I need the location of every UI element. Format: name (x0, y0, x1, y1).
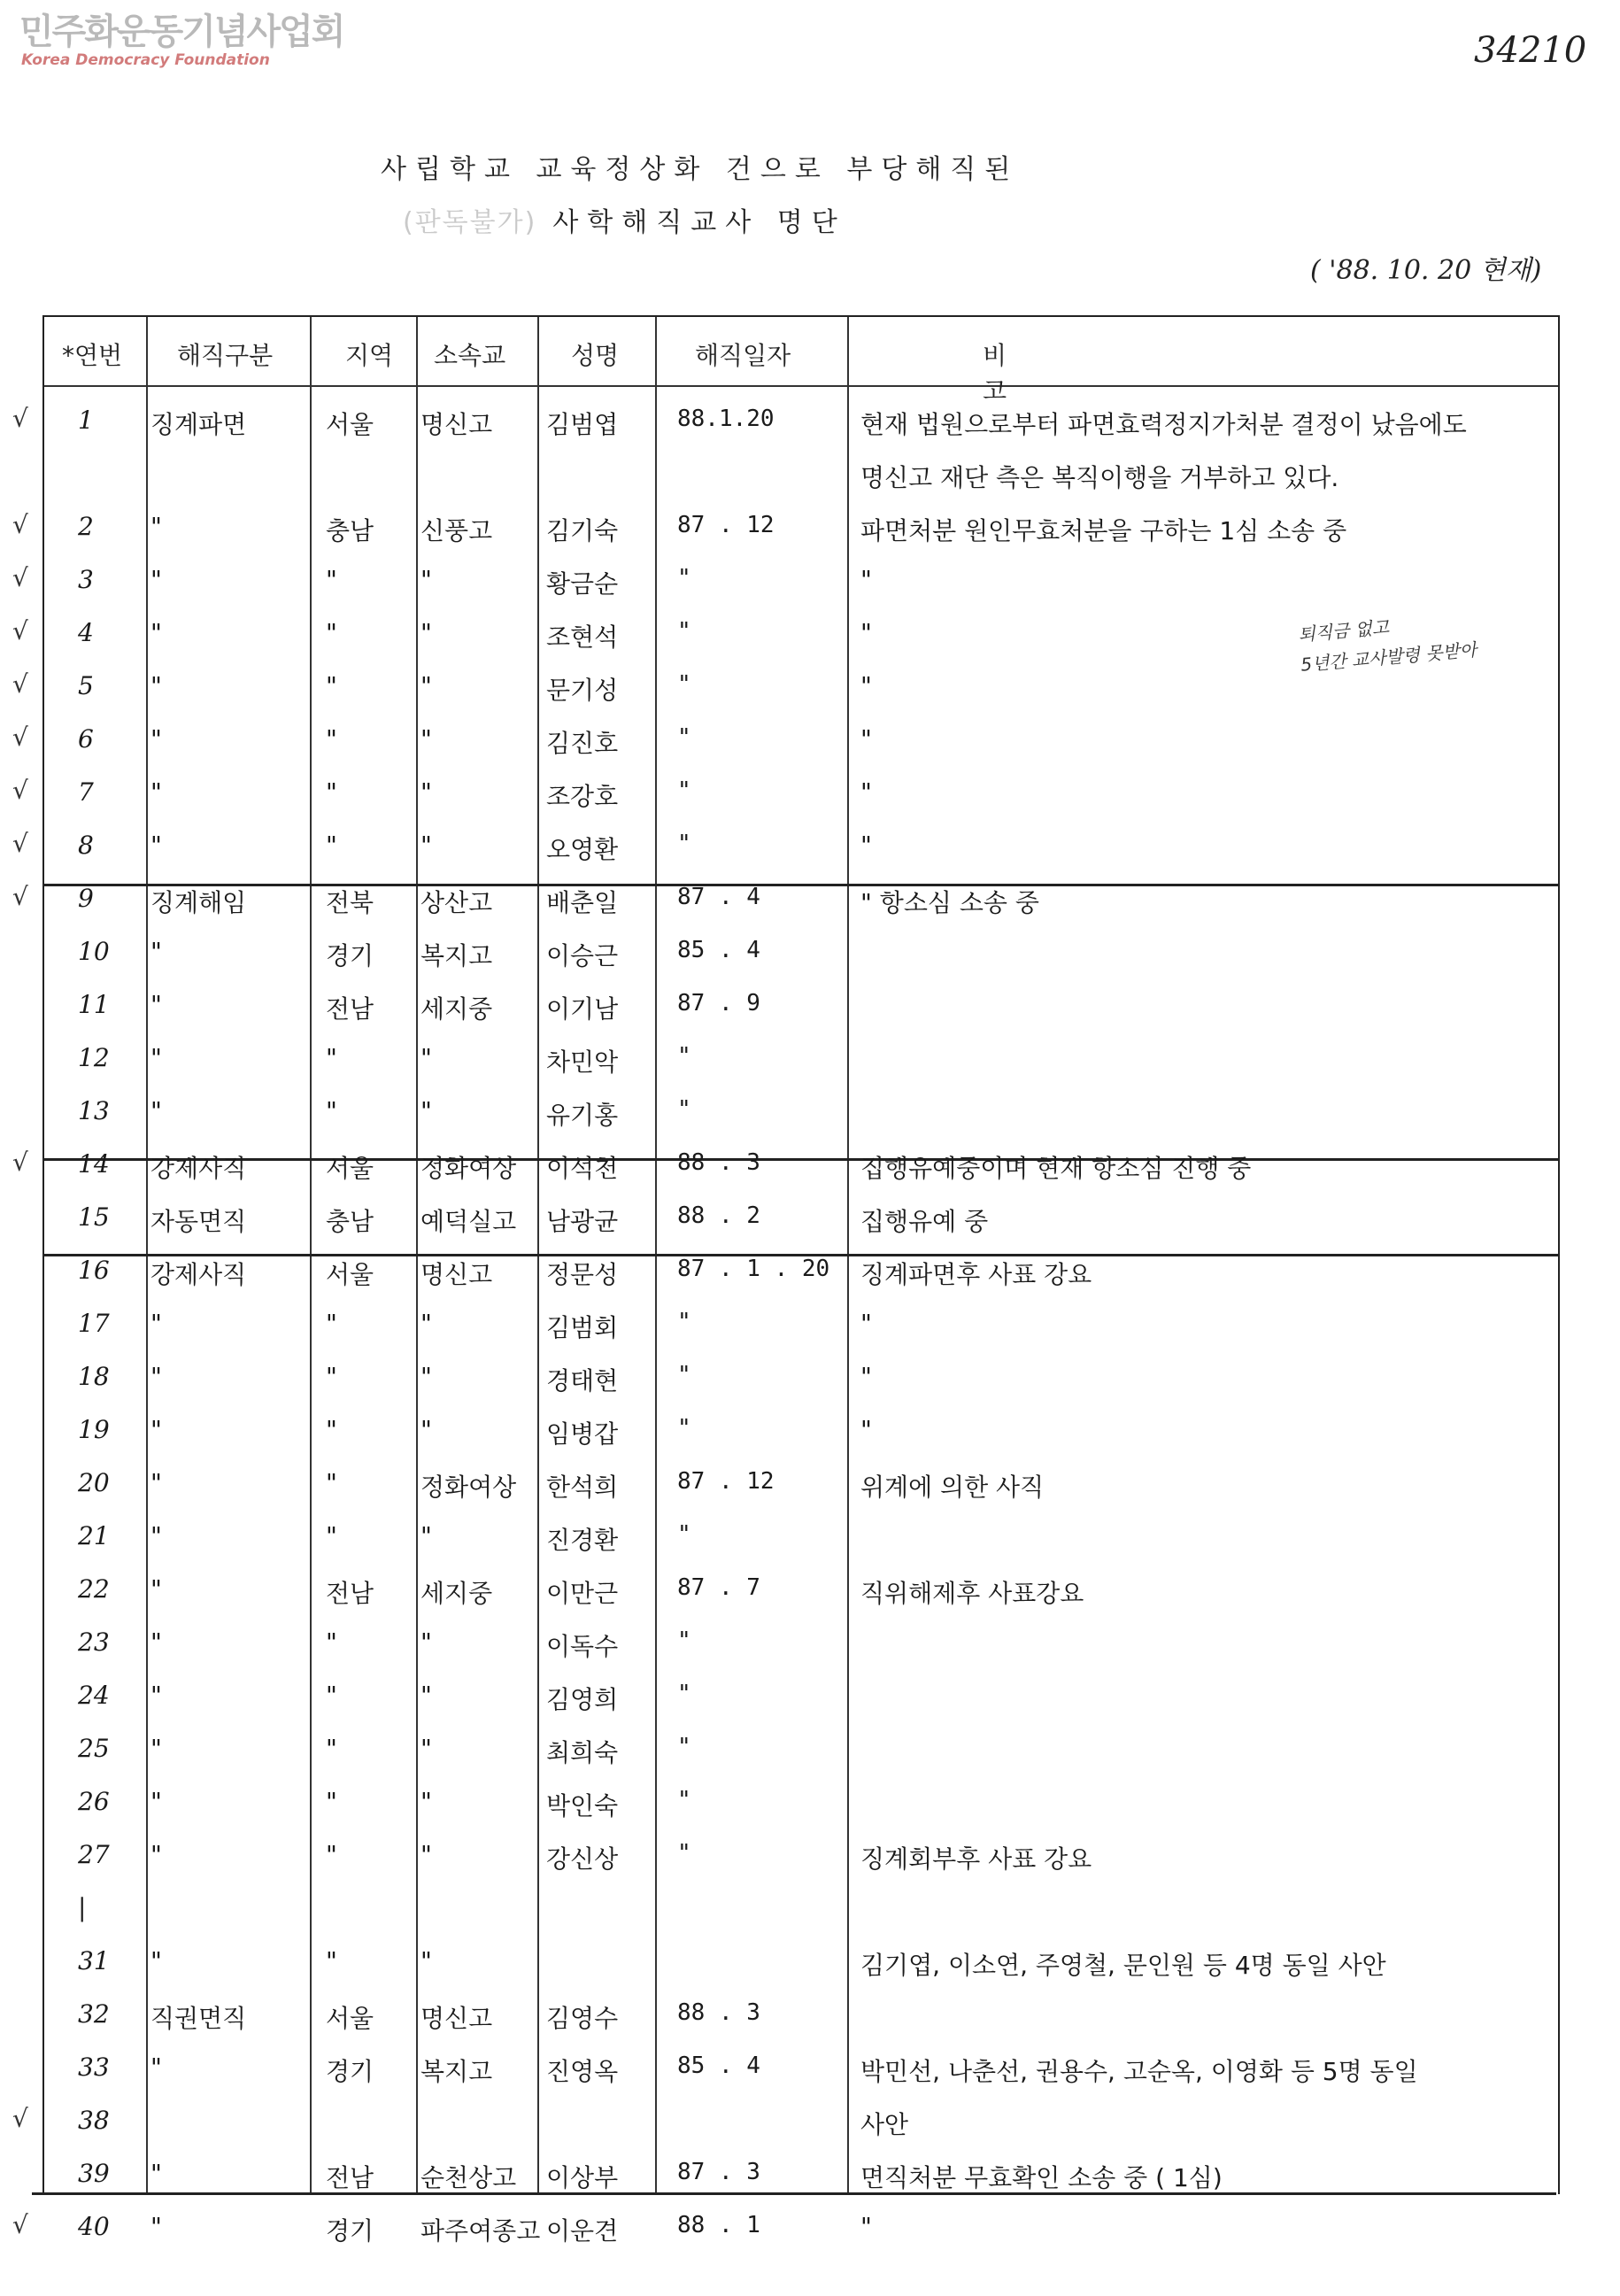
cell-teacher-name: 최희숙 (546, 1738, 619, 1767)
cell-row-number: 13 (78, 1096, 110, 1125)
cell-dismissal-type: 강제사직 (150, 1260, 247, 1289)
cell-row-number: 3 (78, 565, 94, 594)
check-mark-icon: √ (12, 404, 28, 433)
cell-remark: " (860, 831, 872, 860)
cell-row-number: 21 (78, 1521, 110, 1550)
group-divider (44, 1158, 1558, 1161)
cell-row-number: 16 (78, 1256, 110, 1285)
cell-dismissal-date: 87 . 1 . 20 (677, 1256, 830, 1282)
header-remarks: 비 고 (983, 341, 1344, 406)
check-mark-icon: √ (12, 829, 28, 858)
cell-region: " (326, 1362, 337, 1391)
cell-remark: " (860, 724, 872, 754)
cell-row-number: 2 (78, 512, 94, 541)
cell-teacher-name: 이승근 (546, 941, 619, 970)
cell-remark: " 항소심 소송 중 (860, 888, 1039, 917)
cell-remark: 김기엽, 이소연, 주영철, 문인원 등 4명 동일 사안 (860, 1951, 1386, 1980)
cell-school: " (420, 1096, 432, 1125)
cell-row-number: 24 (78, 1681, 110, 1710)
cell-dismissal-date: " (677, 1362, 691, 1388)
check-mark-icon: √ (12, 1148, 28, 1177)
cell-region: 충남 (326, 516, 374, 545)
cell-school: 상산고 (420, 888, 493, 917)
cell-region: 전남 (326, 994, 374, 1024)
cell-dismissal-date: 88 . 1 (677, 2212, 760, 2238)
cell-school: " (420, 1309, 432, 1338)
cell-dismissal-date: 87 . 4 (677, 884, 760, 910)
cell-school: " (420, 1627, 432, 1657)
header-region: 지역 (345, 341, 394, 370)
cell-row-number: 10 (78, 937, 110, 966)
cell-school: 복지고 (420, 941, 493, 970)
title-line-2-text: 사학해직교사 명단 (552, 207, 846, 238)
cell-dismissal-type: 직권면직 (150, 2004, 247, 2033)
cell-teacher-name: 정문성 (546, 1260, 619, 1289)
check-mark-icon: √ (12, 2210, 28, 2239)
cell-dismissal-type: " (150, 831, 162, 860)
cell-dismissal-type: 징계해임 (150, 888, 247, 917)
cell-dismissal-type: " (150, 724, 162, 754)
cell-dismissal-date: " (677, 1309, 691, 1335)
cell-school: " (420, 1521, 432, 1550)
cell-teacher-name: 오영환 (546, 835, 619, 864)
as-of-date: ( '88. 10. 20 현재) (1310, 255, 1542, 286)
cell-region: 경기 (326, 2057, 374, 2086)
cell-teacher-name: 진영옥 (546, 2057, 619, 2086)
cell-region: " (326, 671, 337, 700)
header-no: *연번 (62, 341, 123, 370)
cell-region: " (326, 565, 337, 594)
cell-dismissal-type: 자동면직 (150, 1207, 247, 1236)
cell-row-number: 1 (78, 406, 94, 435)
cell-dismissal-date: " (677, 1787, 691, 1813)
cell-dismissal-type: 강제사직 (150, 1154, 247, 1183)
check-mark-icon: √ (12, 510, 28, 539)
cell-teacher-name: 이독수 (546, 1632, 619, 1661)
check-mark-icon: √ (12, 882, 28, 911)
cell-remark: 위계에 의한 사직 (860, 1473, 1045, 1502)
cell-dismissal-type: " (150, 1096, 162, 1125)
cell-teacher-name: 경태현 (546, 1366, 619, 1395)
cell-row-number: 26 (78, 1787, 110, 1816)
cell-dismissal-type: " (150, 1521, 162, 1550)
logo-korean: 민주화운동기념사업회 (19, 12, 344, 52)
cell-school: 세지중 (420, 1579, 493, 1608)
cell-remark: 면직처분 무효확인 소송 중 ( 1심) (860, 2163, 1223, 2192)
check-mark-icon: √ (12, 563, 28, 592)
cell-row-number: 5 (78, 671, 94, 700)
cell-dismissal-type: " (150, 512, 162, 541)
cell-dismissal-type: " (150, 565, 162, 594)
cell-region: 서울 (326, 1154, 374, 1183)
cell-remark: " (860, 1309, 872, 1338)
cell-teacher-name: 김범회 (546, 1313, 619, 1342)
cell-region: 경기 (326, 941, 374, 970)
cell-row-number: 11 (78, 990, 110, 1019)
cell-teacher-name: 이만근 (546, 1579, 619, 1608)
cell-region: " (326, 1734, 337, 1763)
cell-dismissal-type: " (150, 1362, 162, 1391)
cell-row-number: 12 (78, 1043, 110, 1072)
cell-dismissal-date: " (677, 1096, 691, 1123)
cell-dismissal-date: 87 . 12 (677, 1468, 775, 1495)
cell-school: " (420, 1734, 432, 1763)
cell-school: 세지중 (420, 994, 493, 1024)
cell-dismissal-date: 88 . 3 (677, 1999, 760, 2026)
cell-region: " (326, 1043, 337, 1072)
cell-teacher-name: 배춘일 (546, 888, 619, 917)
cell-dismissal-date: " (677, 1627, 691, 1654)
header-name: 성명 (571, 341, 620, 370)
cell-dismissal-date: " (677, 1681, 691, 1707)
cell-remark: " (860, 777, 872, 807)
cell-row-number: 20 (78, 1468, 110, 1497)
cell-dismissal-date: " (677, 1043, 691, 1070)
cell-teacher-name: 조강호 (546, 782, 619, 811)
cell-school: " (420, 1415, 432, 1444)
document-number: 34210 (1474, 30, 1587, 71)
cell-row-number: 31 (78, 1946, 110, 1975)
cell-region: 서울 (326, 1260, 374, 1289)
cell-teacher-name: 이상부 (546, 2163, 619, 2192)
cell-school: 복지고 (420, 2057, 493, 2086)
cell-dismissal-type: " (150, 777, 162, 807)
check-mark-icon: √ (12, 669, 28, 699)
cell-dismissal-type: " (150, 1734, 162, 1763)
dismissed-teachers-table (42, 315, 1560, 2246)
cell-remark: " (860, 565, 872, 594)
cell-row-number: 39 (78, 2159, 110, 2188)
cell-region: " (326, 1468, 337, 1497)
cell-dismissal-date: 87 . 12 (677, 512, 775, 538)
check-mark-icon: √ (12, 776, 28, 805)
cell-dismissal-type: " (150, 1681, 162, 1710)
logo-english: Korea Democracy Foundation (21, 51, 270, 69)
cell-row-number: 18 (78, 1362, 110, 1391)
cell-dismissal-date: 87 . 9 (677, 990, 760, 1017)
cell-remark: 징계회부후 사표 강요 (860, 1844, 1092, 1874)
cell-dismissal-date: " (677, 777, 691, 804)
cell-remark: 명신고 재단 측은 복직이행을 거부하고 있다. (860, 463, 1339, 492)
cell-dismissal-type: " (150, 2052, 162, 2082)
cell-remark: 현재 법원으로부터 파면효력정지가처분 결정이 났음에도 (860, 410, 1467, 439)
cell-row-number: 27 (78, 1840, 110, 1869)
cell-school: 예덕실고 (420, 1207, 517, 1236)
cell-school: 명신고 (420, 1260, 493, 1289)
cell-school: 명신고 (420, 410, 493, 439)
header-date: 해직일자 (695, 341, 791, 370)
cell-teacher-name: 김영수 (546, 2004, 619, 2033)
cell-dismissal-date: " (677, 565, 691, 591)
cell-remark: 박민선, 나춘선, 권용수, 고순옥, 이영화 등 5명 동일 (860, 2057, 1418, 2086)
cell-school: " (420, 565, 432, 594)
group-divider (44, 884, 1558, 886)
cell-region: 전북 (326, 888, 374, 917)
cell-teacher-name: 한석희 (546, 1473, 619, 1502)
cell-dismissal-type: " (150, 1787, 162, 1816)
cell-region: " (326, 1096, 337, 1125)
cell-region: " (326, 777, 337, 807)
cell-dismissal-type: " (150, 1946, 162, 1975)
cell-dismissal-type: " (150, 2212, 162, 2241)
cell-teacher-name: 김기숙 (546, 516, 619, 545)
header-school: 소속교 (434, 341, 506, 370)
cell-dismissal-date: " (677, 1840, 691, 1867)
cell-remark: " (860, 671, 872, 700)
cell-row-number: 40 (78, 2212, 110, 2241)
cell-remark: " (860, 618, 872, 647)
note-line-2: 5년간 교사발령 못받아 (1300, 638, 1478, 676)
cell-region: " (326, 1787, 337, 1816)
cell-region: " (326, 724, 337, 754)
cell-region: 전남 (326, 2163, 374, 2192)
cell-school: " (420, 618, 432, 647)
title-line-1: 사립학교 교육정상화 건으로 부당해직된 (381, 154, 1020, 185)
cell-dismissal-date: " (677, 618, 691, 645)
cell-dismissal-date: " (677, 1734, 691, 1760)
cell-row-number: 14 (78, 1149, 110, 1179)
cell-dismissal-type: " (150, 618, 162, 647)
cell-school: " (420, 1362, 432, 1391)
cell-teacher-name: 조현석 (546, 622, 619, 652)
cell-region: 전남 (326, 1579, 374, 1608)
cell-teacher-name: 유기홍 (546, 1101, 619, 1130)
cell-dismissal-date: 85 . 4 (677, 2052, 760, 2079)
cell-row-number: 9 (78, 884, 94, 913)
cell-teacher-name: 강신상 (546, 1844, 619, 1874)
table-bottom-border (32, 2192, 1556, 2195)
title-line-2 (403, 200, 846, 239)
cell-region: " (326, 831, 337, 860)
cell-row-number: 23 (78, 1627, 110, 1657)
cell-row-number: 22 (78, 1574, 110, 1604)
cell-teacher-name: 진경환 (546, 1526, 619, 1555)
cell-region: " (326, 618, 337, 647)
cell-teacher-name: 남광균 (546, 1207, 619, 1236)
cell-dismissal-date: 88 . 2 (677, 1202, 760, 1229)
cell-remark: " (860, 2212, 872, 2241)
cell-region: " (326, 1627, 337, 1657)
cell-teacher-name: 김영희 (546, 1685, 619, 1714)
cell-dismissal-date: " (677, 724, 691, 751)
cell-row-number: 6 (78, 724, 94, 754)
cell-teacher-name: 이운견 (546, 2216, 619, 2246)
cell-region: 서울 (326, 2004, 374, 2033)
check-mark-icon: √ (12, 723, 28, 752)
cell-dismissal-date: " (677, 831, 691, 857)
note-line-1: 퇴직금 없고 (1297, 616, 1391, 646)
cell-region: " (326, 1840, 337, 1869)
cell-remark: " (860, 1362, 872, 1391)
cell-remark: 집행유예중이며 현재 항소심 진행 중 (860, 1154, 1252, 1183)
cell-dismissal-date: " (677, 1521, 691, 1548)
cell-row-number: 33 (78, 2052, 110, 2082)
cell-region: 경기 (326, 2216, 374, 2246)
cell-row-number: 7 (78, 777, 94, 807)
cell-region: " (326, 1946, 337, 1975)
cell-row-number: 19 (78, 1415, 110, 1444)
cell-row-number: 8 (78, 831, 94, 860)
cell-teacher-name: 박인숙 (546, 1791, 619, 1821)
cell-dismissal-date: 85 . 4 (677, 937, 760, 963)
cell-school: " (420, 724, 432, 754)
cell-dismissal-date: 88 . 3 (677, 1149, 760, 1176)
cell-teacher-name: 임병갑 (546, 1419, 619, 1449)
cell-teacher-name: 김진호 (546, 729, 619, 758)
cell-school: " (420, 671, 432, 700)
check-mark-icon: √ (12, 2104, 28, 2133)
cell-school: 순천상고 (420, 2163, 517, 2192)
cell-dismissal-type: " (150, 1840, 162, 1869)
cell-remark: 사안 (860, 2110, 909, 2139)
cell-region: " (326, 1415, 337, 1444)
cell-school: 명신고 (420, 2004, 493, 2033)
cell-school: " (420, 1946, 432, 1975)
cell-region: 충남 (326, 1207, 374, 1236)
cell-school: " (420, 1840, 432, 1869)
cell-row-number: 25 (78, 1734, 110, 1763)
cell-dismissal-type: " (150, 2159, 162, 2188)
cell-remark: 징계파면후 사표 강요 (860, 1260, 1092, 1289)
cell-row-number: 15 (78, 1202, 110, 1232)
cell-region: " (326, 1309, 337, 1338)
header-dismissal-type: 해직구분 (177, 341, 274, 370)
cell-region: " (326, 1521, 337, 1550)
cell-dismissal-date: 87 . 3 (677, 2159, 760, 2185)
cell-region: " (326, 1681, 337, 1710)
cell-dismissal-date: 87 . 7 (677, 1574, 760, 1601)
cell-dismissal-type: " (150, 1627, 162, 1657)
cell-remark: 직위해제후 사표강요 (860, 1579, 1084, 1608)
cell-teacher-name: 김범엽 (546, 410, 619, 439)
cell-dismissal-type: " (150, 1468, 162, 1497)
cell-dismissal-type: " (150, 1043, 162, 1072)
foundation-logo (19, 12, 343, 69)
cell-teacher-name: 문기성 (546, 676, 619, 705)
cell-dismissal-date: 88.1.20 (677, 406, 775, 432)
cell-remark: 파면처분 원인무효처분을 구하는 1심 소송 중 (860, 516, 1347, 545)
cell-dismissal-date: " (677, 1415, 691, 1442)
cell-dismissal-type: " (150, 671, 162, 700)
cell-school: 정화여상 (420, 1473, 517, 1502)
cell-school: " (420, 1787, 432, 1816)
cell-remark: " (860, 1415, 872, 1444)
cell-dismissal-type: " (150, 1415, 162, 1444)
check-mark-icon: √ (12, 616, 28, 646)
cell-teacher-name: 황금순 (546, 569, 619, 599)
cell-row-number: 38 (78, 2106, 110, 2135)
cell-dismissal-type: " (150, 937, 162, 966)
title-smudged-text: (판독불가) (403, 207, 537, 238)
cell-row-number: 4 (78, 618, 94, 647)
cell-school: " (420, 1681, 432, 1710)
cell-row-number: 32 (78, 1999, 110, 2029)
cell-school: 파주여종고 (420, 2216, 541, 2246)
cell-row-number: | (78, 1893, 87, 1922)
cell-school: " (420, 777, 432, 807)
cell-teacher-name: 이석천 (546, 1154, 619, 1183)
cell-dismissal-type: 징계파면 (150, 410, 247, 439)
cell-school: " (420, 831, 432, 860)
cell-dismissal-type: " (150, 990, 162, 1019)
cell-teacher-name: 이기남 (546, 994, 619, 1024)
cell-row-number: 17 (78, 1309, 110, 1338)
cell-region: 서울 (326, 410, 374, 439)
cell-dismissal-date: " (677, 671, 691, 698)
cell-dismissal-type: " (150, 1574, 162, 1604)
cell-school: 신풍고 (420, 516, 493, 545)
cell-remark: 집행유예 중 (860, 1207, 989, 1236)
cell-school: " (420, 1043, 432, 1072)
cell-teacher-name: 차민악 (546, 1048, 619, 1077)
cell-dismissal-type: " (150, 1309, 162, 1338)
cell-school: 정화여상 (420, 1154, 517, 1183)
